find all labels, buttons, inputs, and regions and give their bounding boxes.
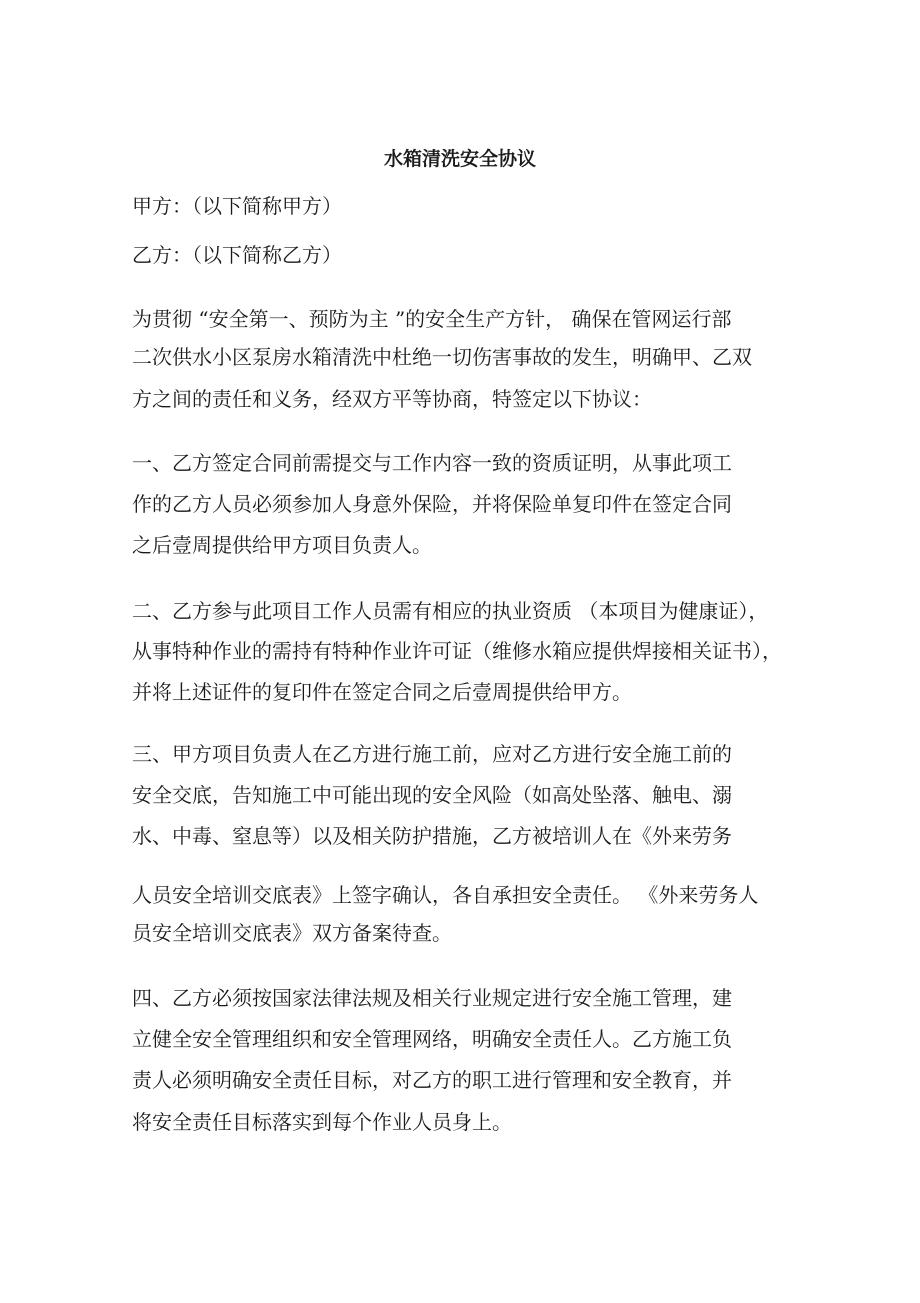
clause-4-line-3: 责人必须明确安全责任目标，对乙方的职工进行管理和安全教育，并 [132,1068,732,1092]
preamble-line-3: 方之间的责任和义务，经双方平等协商，特签定以下协议： [132,387,652,411]
clause-2-line-1: 二、乙方参与此项目工作人员需有相应的执业资质 （本项目为健康证）， [132,599,769,623]
clause-1-line-1: 一、乙方签定合同前需提交与工作内容一致的资质证明，从事此项工 [132,451,732,475]
preamble-line-2: 二次供水小区泵房水箱清洗中杜绝一切伤害事故的发生，明确甲、乙双 [132,345,752,369]
clause-4-line-2: 立健全安全管理组织和安全管理网络，明确安全责任人。乙方施工负 [132,1027,732,1051]
clause-3-line-5: 员安全培训交底表》双方备案待查。 [132,921,452,945]
clause-3-line-4: 人员安全培训交底表》上签字确认，各自承担安全责任。 《外来劳务人 [132,883,759,907]
clause-1-line-3: 之后壹周提供给甲方项目负责人。 [132,533,432,557]
clause-3-line-2: 安全交底，告知施工中可能出现的安全风险（如高处坠落、触电、溺 [132,783,732,807]
clause-2-line-2: 从事特种作业的需持有特种作业许可证（维修水箱应提供焊接相关证书）， [132,639,782,663]
party-a-line: 甲方：（以下简称甲方） [132,194,342,218]
party-b-line: 乙方：（以下简称乙方） [132,243,342,267]
clause-3-line-3: 水、中毒、窒息等）以及相关防护措施，乙方被培训人在《外来劳务 [132,824,732,848]
clause-1-line-2: 作的乙方人员必须参加人身意外保险，并将保险单复印件在签定合同 [132,492,732,516]
clause-3-line-1: 三、甲方项目负责人在乙方进行施工前，应对乙方进行安全施工前的 [132,742,732,766]
document-title: 水箱清洗安全协议 [383,148,536,170]
clause-4-line-4: 将安全责任目标落实到每个作业人员身上。 [132,1110,512,1134]
clause-2-line-3: 并将上述证件的复印件在签定合同之后壹周提供给甲方。 [132,680,632,704]
preamble-line-1: 为贯彻 “安全第一、预防为主 ”的安全生产方针， 确保在管网运行部 [132,307,732,331]
clause-4-line-1: 四、乙方必须按国家法律法规及相关行业规定进行安全施工管理，建 [132,986,732,1010]
